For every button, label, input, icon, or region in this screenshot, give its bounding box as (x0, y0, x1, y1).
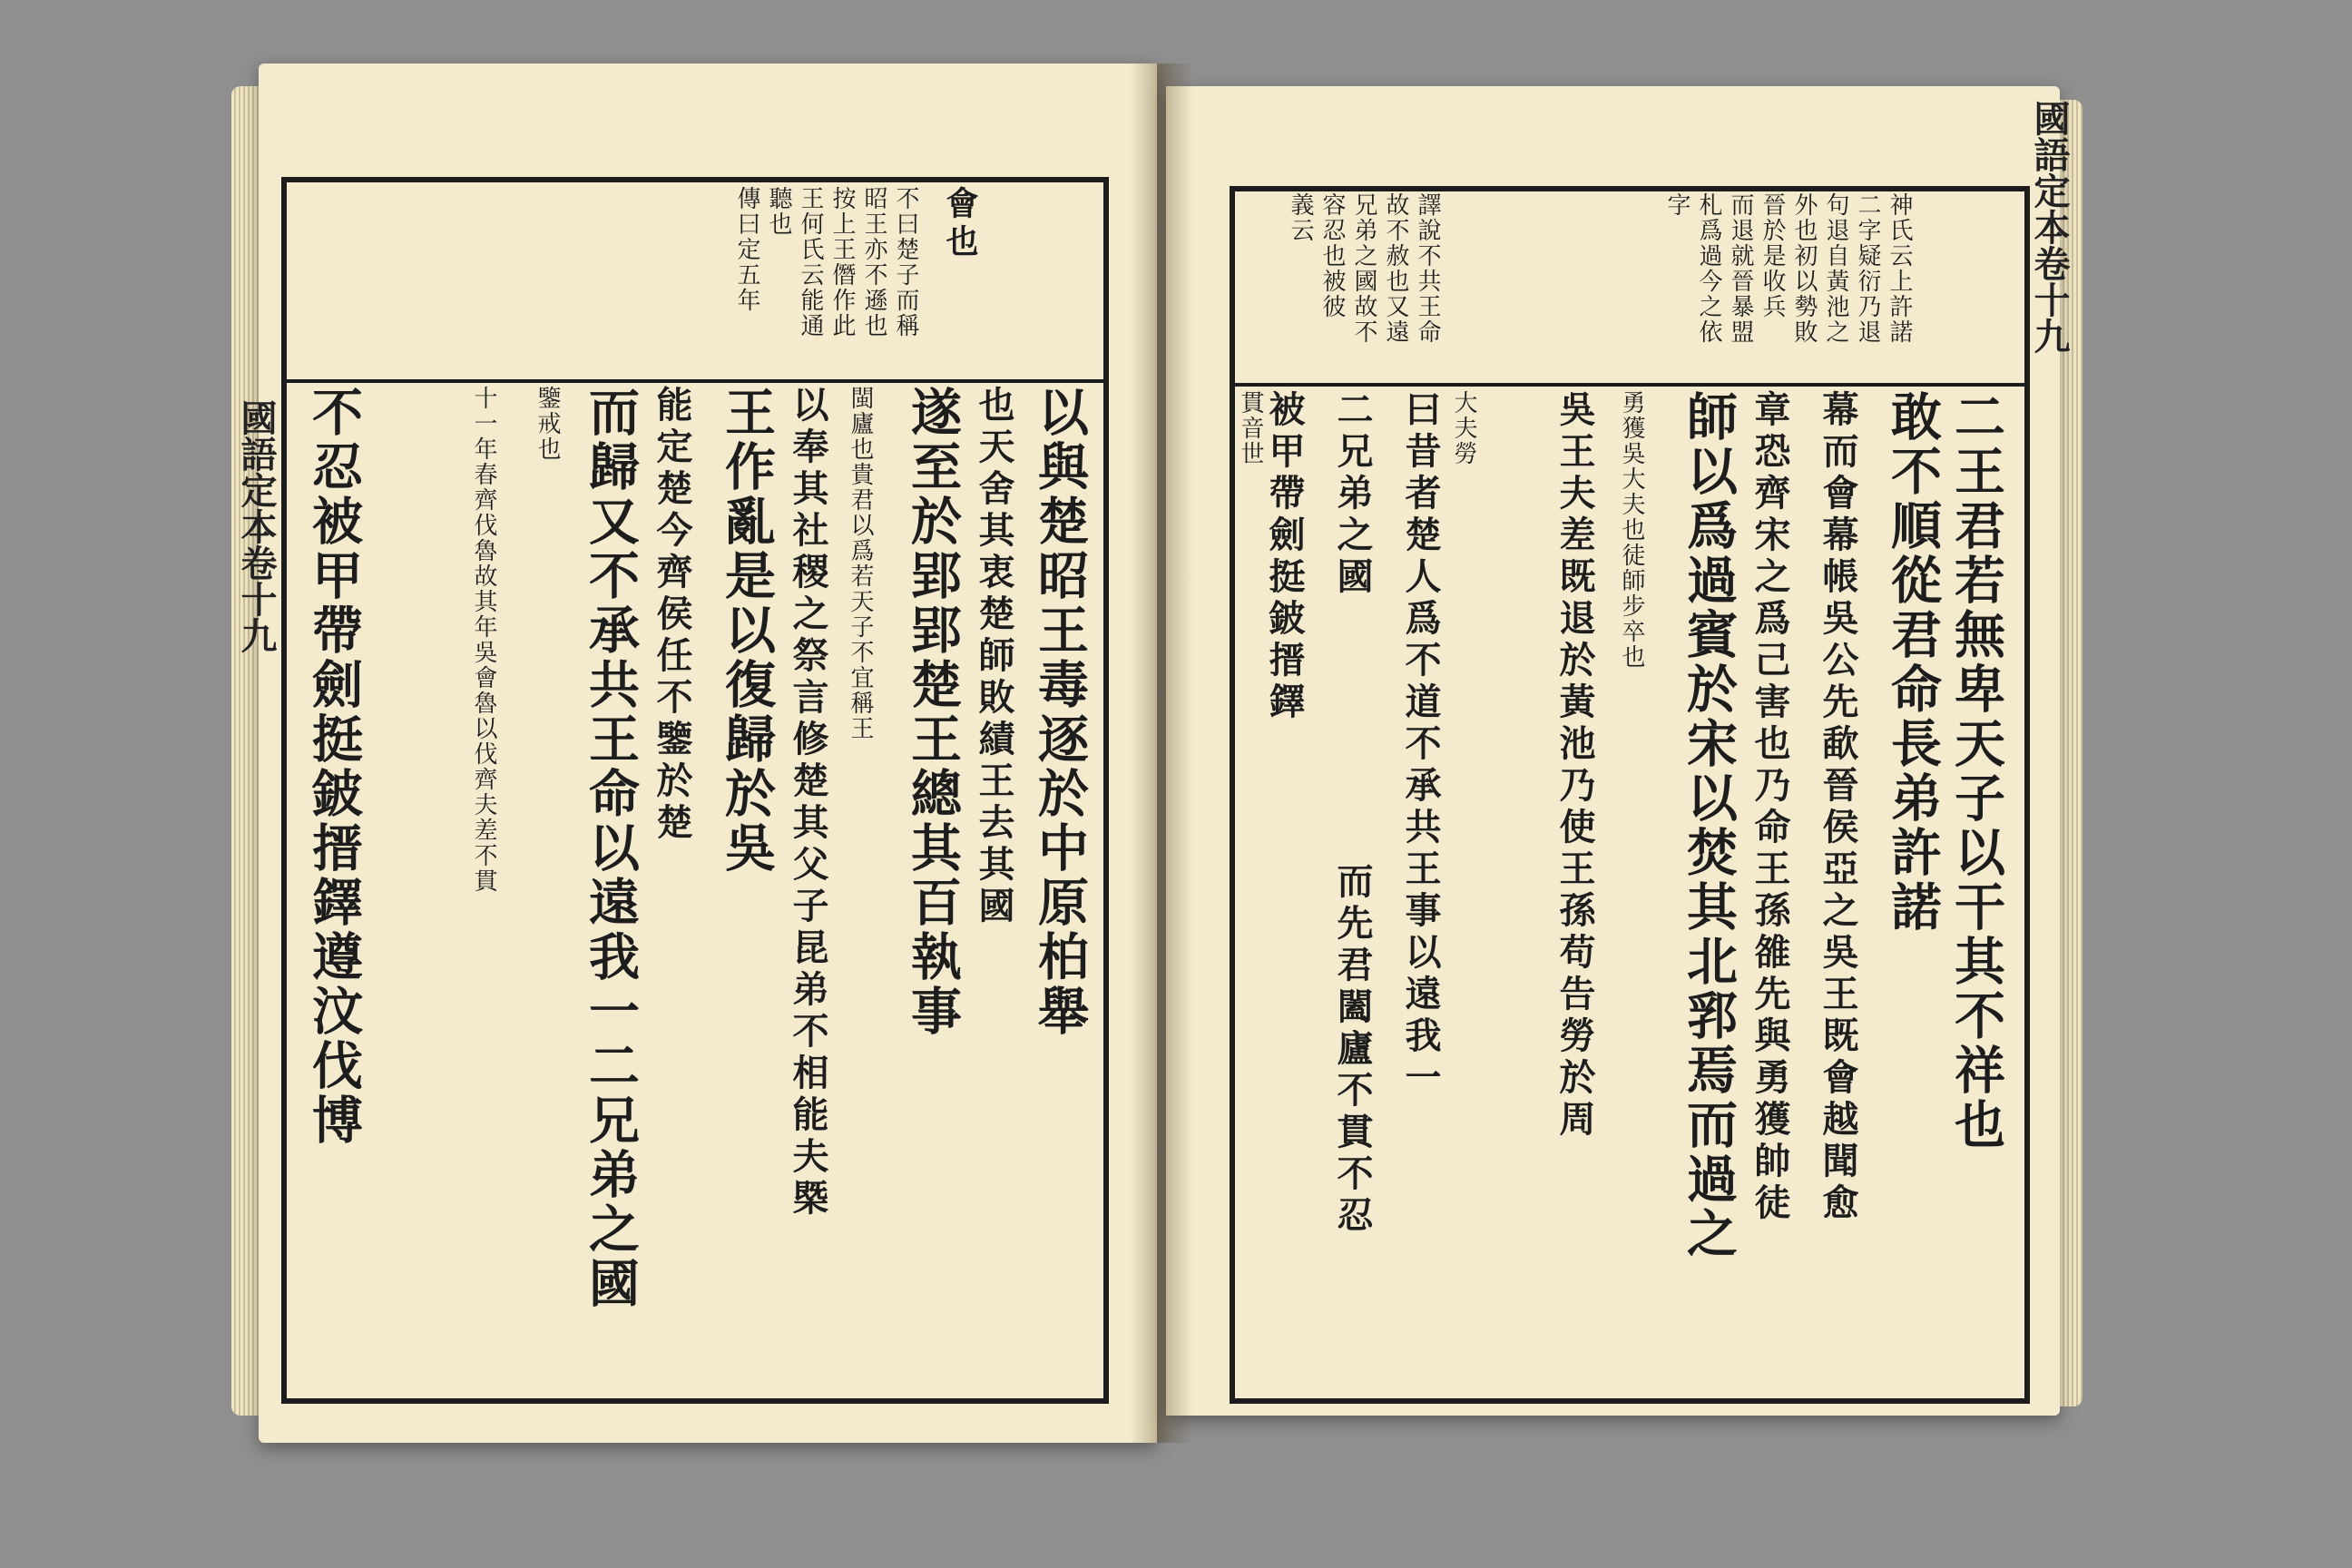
left-note-7: 傳曰定五年 (733, 186, 760, 313)
left-col-2: 也天舍其衷楚師敗績王去其國 (973, 386, 1015, 928)
right-col-12: 被甲帶劍挺鈹搢鐸 (1263, 390, 1306, 724)
right-col-6: 勇獲吳大夫也徒師步卒也 (1618, 390, 1645, 670)
right-col-2: 敢不順從君命長弟許諾 (1883, 390, 1943, 935)
right-note-4: 外也初以勢敗 (1790, 192, 1818, 345)
right-note-3: 句退自黃池之 (1822, 192, 1849, 345)
right-note-9: 譯說不共王命 (1414, 192, 1441, 345)
right-col-7: 吳王夫差既退於黃池乃使王孫苟告勞於周 (1553, 390, 1596, 1142)
right-note-10: 故不赦也又遠 (1382, 192, 1409, 345)
right-upper-rule (1235, 383, 2024, 387)
right-note-13: 義云 (1287, 192, 1314, 243)
left-col-9: 鑒戒也 (534, 386, 561, 462)
right-note-12: 容忍也被彼 (1318, 192, 1346, 319)
right-note-6: 而退就晉暴盟 (1727, 192, 1754, 345)
right-col-3: 幕而會幕帳吳公先歃晉侯亞之吳王既會越聞愈 (1817, 390, 1859, 1225)
right-col-13: 貫音世 (1237, 390, 1264, 466)
right-col-8: 曰昔者楚人爲不道不承共王事以遠我一 (1399, 390, 1442, 1100)
right-note-8: 字 (1663, 192, 1690, 218)
right-note-2: 二字疑衍乃退 (1854, 192, 1881, 345)
book-gutter (1130, 64, 1193, 1443)
left-col-11: 不忍被甲帶劍挺鈹搢鐸遵汶伐博 (304, 386, 364, 1148)
right-col-11: 而先君闔廬不貫不忍 (1331, 862, 1374, 1238)
right-col-4: 章恐齊宋之爲己害也乃命王孫雒先與勇獲帥徒 (1749, 390, 1791, 1225)
left-margin-title: 國語定本卷十九 (235, 399, 278, 653)
left-col-3: 遂至於郢郢楚王總其百執事 (903, 386, 963, 1039)
right-col-1: 二王君若無卑天子以干其不祥也 (1946, 390, 2006, 1152)
left-col-1: 以與楚昭王毒逐於中原柏舉 (1030, 386, 1090, 1039)
left-note-6: 聽也 (765, 186, 792, 237)
left-note-4: 按上王僭作此 (828, 186, 856, 338)
left-col-6: 王作亂是以復歸於吳 (717, 386, 777, 876)
left-note-1: 會也 (941, 186, 979, 262)
left-col-4: 閩廬也貴君以爲若天子不宜稱王 (847, 386, 874, 741)
left-col-7: 能定楚今齊侯任不鑒於楚 (651, 386, 693, 845)
left-col-5: 以奉其社稷之祭言修楚其父子昆弟不相能夫槩 (787, 386, 829, 1220)
left-col-10: 十一年春齊伐魯故其年吳會魯以伐齊夫差不貫 (470, 386, 497, 894)
right-note-1: 神氏云上許諾 (1886, 192, 1913, 345)
right-col-9: 大夫勞 (1450, 390, 1477, 466)
right-note-5: 晉於是收兵 (1759, 192, 1786, 319)
left-note-5: 王何氏云能通 (797, 186, 824, 338)
right-margin-title: 國語定本卷十九 (2028, 100, 2071, 354)
right-col-10: 二兄弟之國 (1331, 390, 1374, 599)
right-note-7: 札爲過今之依 (1695, 192, 1722, 345)
left-note-2: 不曰楚子而稱 (892, 186, 919, 338)
left-upper-rule (287, 379, 1103, 383)
left-note-3: 昭王亦不遜也 (860, 186, 887, 338)
right-col-5: 師以爲過賓於宋以焚其北郛焉而過之 (1679, 390, 1739, 1261)
left-col-8: 而歸又不承共王命以遠我一二兄弟之國 (581, 386, 641, 1311)
right-note-11: 兄弟之國故不 (1350, 192, 1377, 345)
